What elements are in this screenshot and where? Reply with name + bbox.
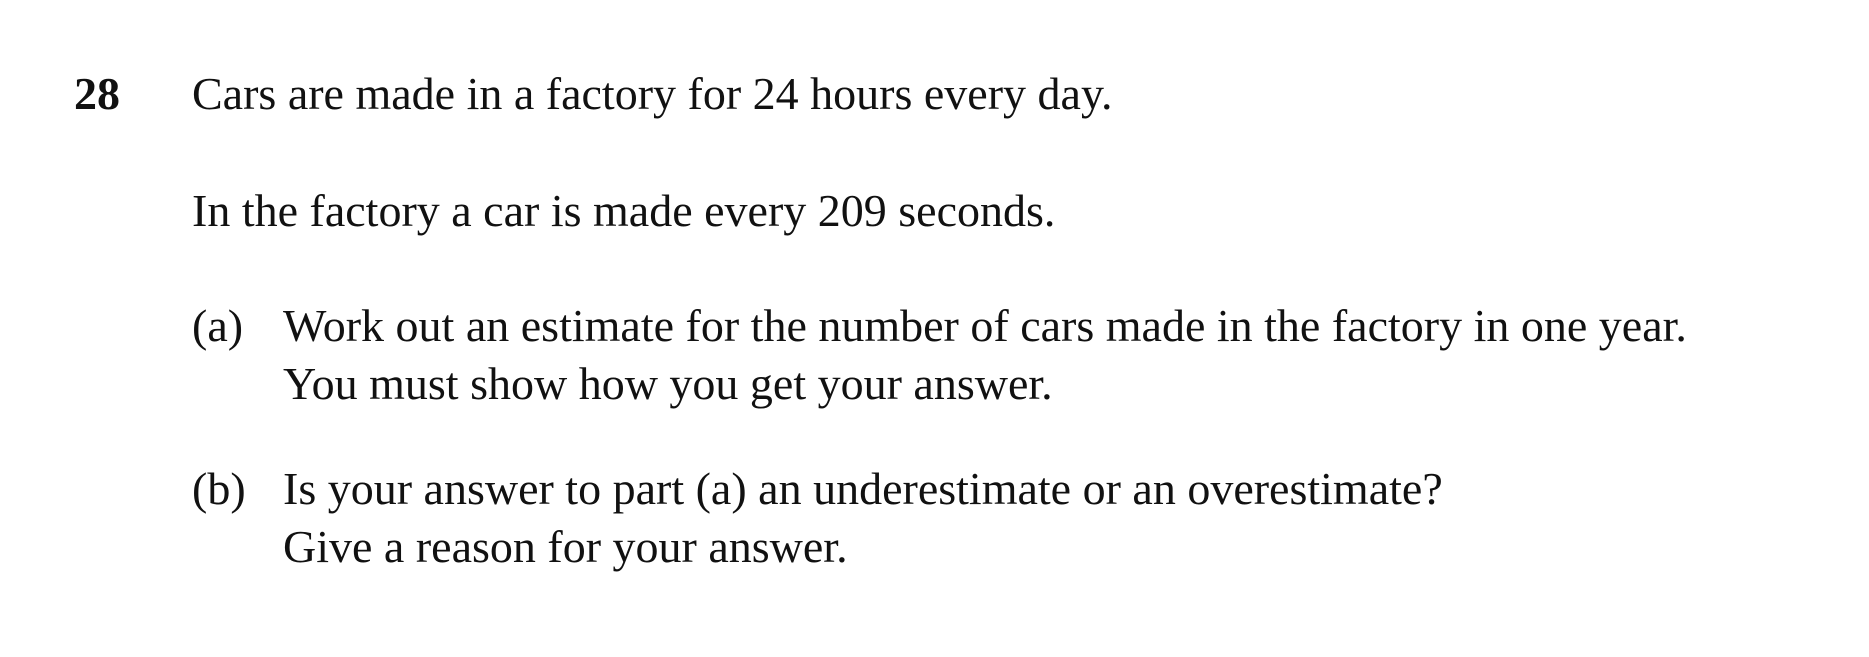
part-a-line-2: You must show how you get your answer. — [283, 358, 1053, 409]
part-a-line-1: Work out an estimate for the number of cars made in the factory in one year. — [283, 300, 1687, 351]
question-stem-line-1: Cars are made in a factory for 24 hours every day. — [192, 68, 1113, 119]
part-b-line-1: Is your answer to part (a) an underestimate or an overestimate? — [283, 463, 1443, 514]
part-a-label: (a) — [192, 300, 244, 351]
part-b-label: (b) — [192, 463, 246, 514]
question-stem-line-2: In the factory a car is made every 209 seconds. — [192, 185, 1056, 236]
question-number: 28 — [74, 68, 120, 119]
part-b-line-2: Give a reason for your answer. — [283, 521, 848, 572]
